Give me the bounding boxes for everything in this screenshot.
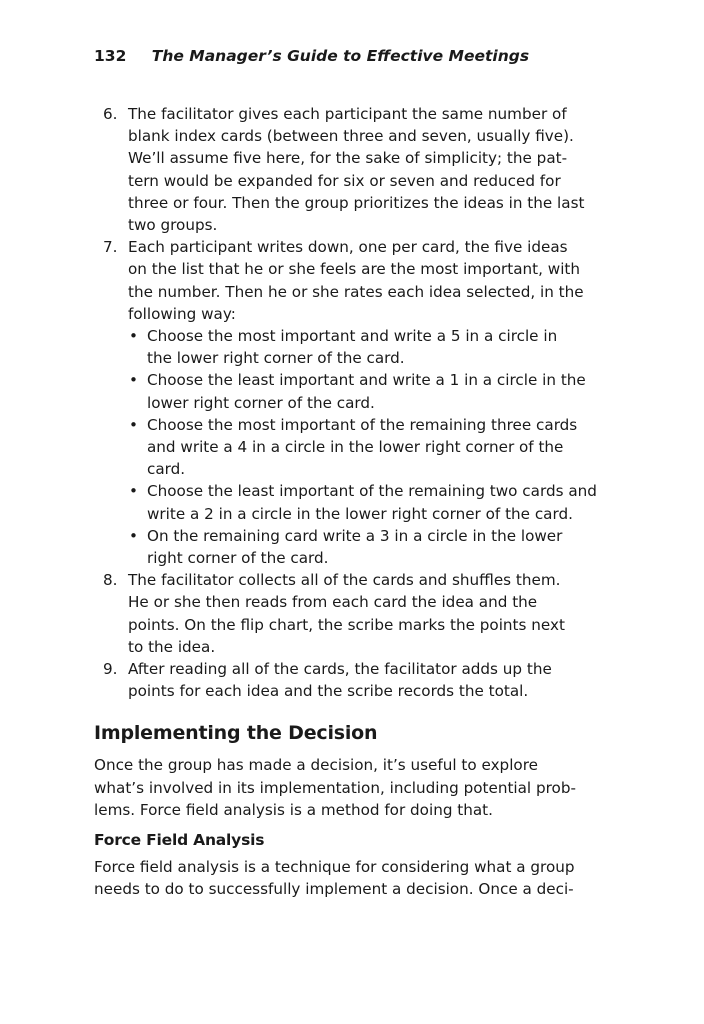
text-line: card.	[147, 460, 186, 479]
text-line: Choose the most important and write a 5 in a circle in	[147, 327, 558, 346]
step-number: 9.	[103, 660, 118, 679]
text-line: to the idea.	[128, 637, 216, 656]
step-item-8	[94, 569, 616, 658]
text-line: Choose the least important of the remaining two cards and	[147, 482, 597, 501]
text-line: The facilitator gives each participant the same number of	[128, 105, 567, 123]
text-line: on the list that he or she feels are the most important, with	[128, 260, 580, 279]
rating-bullets-list	[128, 325, 616, 569]
text-line: the lower right corner of the card.	[147, 349, 405, 368]
bullet-item	[128, 480, 616, 524]
numbered-steps-list	[94, 103, 616, 702]
page-number: 132	[94, 47, 127, 65]
bullet-glyph: •	[129, 482, 138, 501]
text-line: lems. Force field analysis is a method for doing that.	[94, 800, 493, 819]
text-line: needs to do to successfully implement a decision. Once a deci-	[94, 880, 574, 899]
bullet-item	[128, 369, 616, 413]
step-item-9	[94, 658, 616, 702]
text-line: blank index cards (between three and seven, usually five).	[128, 127, 574, 146]
text-line: He or she then reads from each card the idea and the	[128, 593, 538, 612]
step-item-6	[94, 103, 616, 236]
step-number: 6.	[103, 105, 118, 123]
bullet-glyph: •	[129, 526, 138, 545]
bullet-glyph: •	[129, 415, 138, 434]
bullet-glyph: •	[129, 327, 138, 346]
text-line: After reading all of the cards, the facilitator adds up the	[128, 660, 552, 679]
text-line: On the remaining card write a 3 in a circle in the lower	[147, 526, 563, 545]
section-heading: Implementing the Decision	[94, 722, 378, 745]
text-line: points. On the flip chart, the scribe marks the points next	[128, 615, 565, 634]
text-line: right corner of the card.	[147, 549, 329, 568]
page-body	[94, 103, 616, 901]
text-line: lower right corner of the card.	[147, 393, 375, 412]
text-line: what’s involved in its implementation, including potential prob-	[94, 778, 576, 797]
text-line: The facilitator collects all of the cards and shuffles them.	[128, 571, 561, 590]
text-line: Choose the most important of the remaining three cards	[147, 415, 578, 434]
running-head	[94, 46, 529, 66]
section-paragraph	[94, 754, 616, 821]
bullet-item	[128, 414, 616, 481]
text-line: the number. Then he or she rates each idea selected, in the	[128, 282, 584, 301]
text-line: tern would be expanded for six or seven and reduced for	[128, 171, 561, 190]
subsection-heading: Force Field Analysis	[94, 831, 265, 850]
text-line: two groups.	[128, 216, 218, 235]
book-title: The Manager’s Guide to Effective Meetings	[151, 47, 530, 65]
text-line: following way:	[128, 304, 236, 323]
text-line: write a 2 in a circle in the lower right corner of the card.	[147, 504, 573, 523]
text-line: three or four. Then the group prioritizes the ideas in the last	[128, 193, 585, 212]
bullet-item	[128, 325, 616, 369]
text-line: points for each idea and the scribe records the total.	[128, 682, 529, 701]
bullet-item	[128, 525, 616, 569]
subsection-paragraph	[94, 856, 616, 900]
text-line: Choose the least important and write a 1 in a circle in the	[147, 371, 586, 390]
text-line: Force field analysis is a technique for considering what a group	[94, 858, 575, 877]
text-line: Each participant writes down, one per card, the five ideas	[128, 238, 568, 257]
text-line: and write a 4 in a circle in the lower right corner of the	[147, 438, 564, 457]
text-line: We’ll assume five here, for the sake of simplicity; the pat-	[128, 149, 568, 168]
step-number: 7.	[103, 238, 118, 257]
step-item-7	[94, 236, 616, 569]
text-line: Once the group has made a decision, it’s useful to explore	[94, 756, 538, 775]
step-number: 8.	[103, 571, 118, 590]
bullet-glyph: •	[129, 371, 138, 390]
